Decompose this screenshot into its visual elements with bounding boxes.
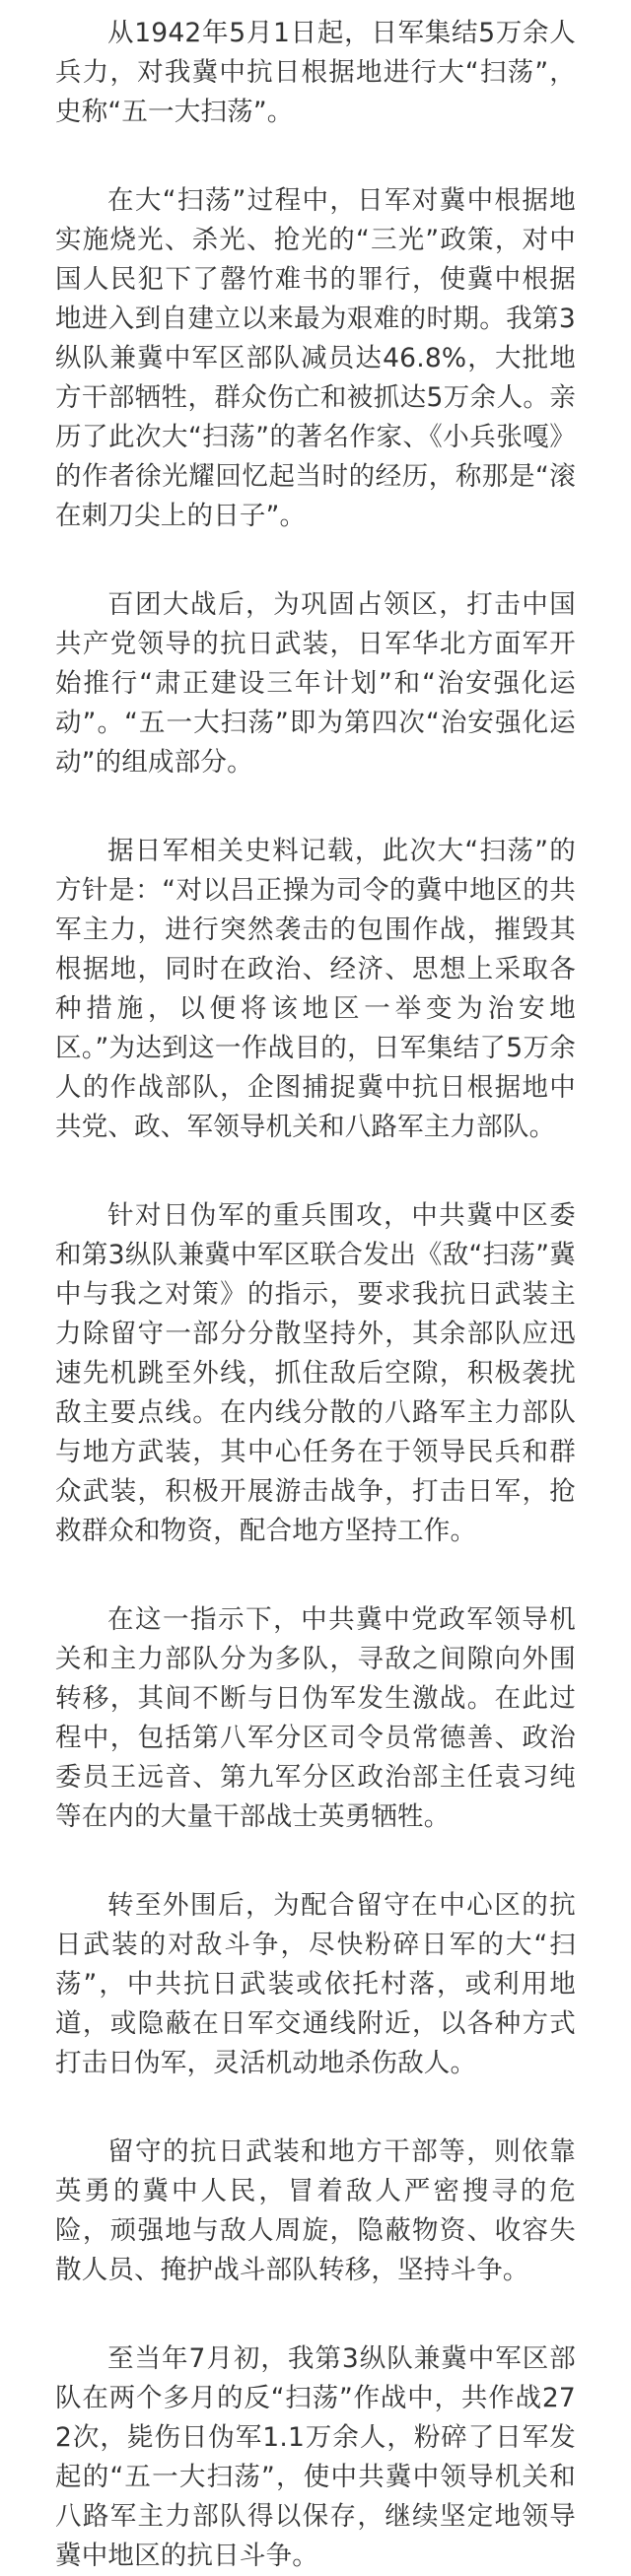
paragraph-7: 转至外围后，为配合留守在中心区的抗日武装的对敌斗争，尽快粉碎日军的大“扫荡”，中共抗日武装或依托村落，或利用地道，或隐蔽在日军交通线附近，以各种方式打击日伪军，灵活机动地杀伤敌人。 <box>55 1890 576 2078</box>
paragraph-6: 在这一指示下，中共冀中党政军领导机关和主力部队分为多队，寻敌之间隙向外围转移，其间不断与日伪军发生激战。在此过程中，包括第八军分区司令员常德善、政治委员王远音、第九军分区政治部主任袁习纯等在内的大量干部战士英勇牺牲。 <box>55 1604 576 1832</box>
paragraph-1: 从1942年5月1日起，日军集结5万余人兵力，对我冀中抗日根据地进行大“扫荡”，史称“五一大扫荡”。 <box>55 18 576 127</box>
paragraph-5: 针对日伪军的重兵围攻，中共冀中区委和第3纵队兼冀中军区联合发出《敌“扫荡”冀中与我之对策》的指示，要求我抗日武装主力除留守一部分分散坚持外，其余部队应迅速先机跳至外线，抓住敌后空隙，积极袭扰敌主要点线。在内线分散的八路军主力部队与地方武装，其中心任务在于领导民兵和群众武装，积极开展游击战争，打击日军，抢救群众和物资，配合地方坚持工作。 <box>55 1200 576 1546</box>
paragraph-9: 至当年7月初，我第3纵队兼冀中军区部队在两个多月的反“扫荡”作战中，共作战272次，毙伤日伪军1.1万余人，粉碎了日军发起的“五一大扫荡”，使中共冀中领导机关和八路军主力部队得以保存，继续坚定地领导冀中地区的抗日斗争。 <box>55 2343 576 2571</box>
paragraph-3: 百团大战后，为巩固占领区，打击中国共产党领导的抗日武装，日军华北方面军开始推行“肃正建设三年计划”和“治安强化运动”。“五一大扫荡”即为第四次“治安强化运动”的组成部分。 <box>55 589 576 778</box>
paragraph-2: 在大“扫荡”过程中，日军对冀中根据地实施烧光、杀光、抢光的“三光”政策，对中国人民犯下了罄竹难书的罪行，使冀中根据地进入到自建立以来最为艰难的时期。我第3纵队兼冀中军区部队减员达46.8%，大批地方干部牺牲，群众伤亡和被抓达5万余人。亲历了此次大“扫荡”的著名作家、《小兵张嘎》的作者徐光耀回忆起当时的经历，称那是“滚在刺刀尖上的日子”。 <box>55 185 576 531</box>
paragraph-4: 据日军相关史料记载，此次大“扫荡”的方针是：“对以吕正操为司令的冀中地区的共军主力，进行突然袭击的包围作战，摧毁其根据地，同时在政治、经济、思想上采取各种措施，以便将该地区一举变为治安地区。”为达到这一作战目的，日军集结了5万余人的作战部队，企图捕捉冀中抗日根据地中共党、政、军领导机关和八路军主力部队。 <box>55 836 576 1142</box>
paragraph-8: 留守的抗日武装和地方干部等，则依靠英勇的冀中人民，冒着敌人严密搜寻的危险，顽强地与敌人周旋，隐蔽物资、收容失散人员、掩护战斗部队转移，坚持斗争。 <box>55 2136 576 2285</box>
